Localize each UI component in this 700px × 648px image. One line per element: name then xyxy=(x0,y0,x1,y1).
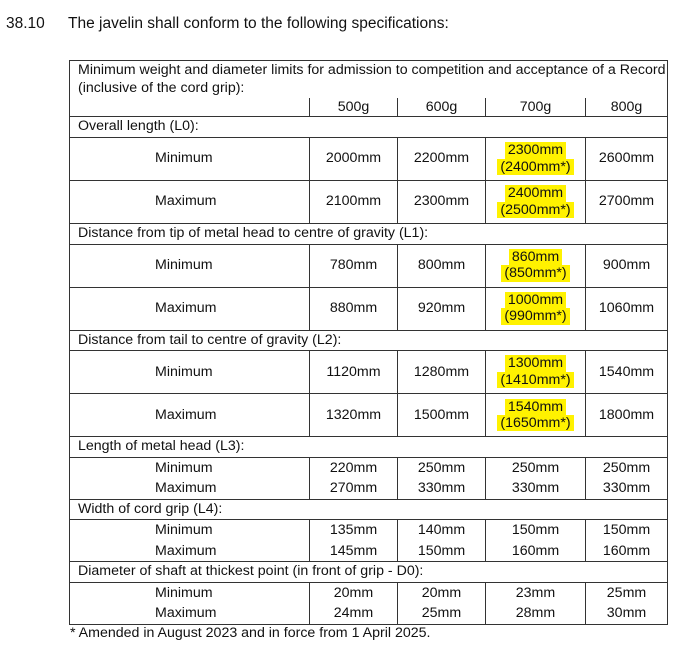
value-cell-800g xyxy=(586,478,668,499)
value-cell-800g xyxy=(586,603,668,624)
amended-value: (2400mm*) xyxy=(497,159,573,175)
value-cell-800g xyxy=(586,582,668,603)
section-title-row xyxy=(70,117,668,138)
value-text: 330mm xyxy=(417,480,466,497)
row-label: Maximum xyxy=(70,478,310,499)
value-text: 24mm xyxy=(333,605,374,622)
value-cell-700g xyxy=(486,582,586,603)
weight-header-blank xyxy=(70,98,310,116)
value-cell-500g xyxy=(310,541,398,562)
value-cell-500g xyxy=(310,457,398,478)
row-label: Maximum xyxy=(70,287,310,330)
value-cell-800g xyxy=(586,394,668,437)
row-label: Maximum xyxy=(70,394,310,437)
original-value: 1000mm xyxy=(505,292,566,308)
value-cell-800g xyxy=(586,541,668,562)
value-cell-600g xyxy=(398,180,486,223)
value-cell-800g xyxy=(586,287,668,330)
value-cell-500g xyxy=(310,394,398,437)
weight-header-800g: 800g xyxy=(586,98,668,116)
spec-row-minimum xyxy=(70,520,668,541)
value-cell-500g xyxy=(310,603,398,624)
amended-value-stack xyxy=(497,142,573,175)
value-cell-800g xyxy=(586,457,668,478)
value-text: 920mm xyxy=(417,300,466,317)
table-intro: Minimum weight and diameter limits for admission to competition and acceptance of a Record (inclusive of the cord grip): xyxy=(70,61,668,99)
spec-row-maximum xyxy=(70,478,668,499)
value-cell-600g xyxy=(398,582,486,603)
spec-row-maximum xyxy=(70,180,668,223)
value-cell-700g xyxy=(486,244,586,287)
spec-row-minimum xyxy=(70,582,668,603)
value-text: 250mm xyxy=(511,459,560,476)
value-text: 150mm xyxy=(511,522,560,539)
spec-row-minimum xyxy=(70,244,668,287)
value-cell-800g xyxy=(586,137,668,180)
amended-value: (1410mm*) xyxy=(497,372,573,388)
section-title-row xyxy=(70,330,668,351)
value-text: 2200mm xyxy=(413,150,470,167)
value-cell-600g xyxy=(398,351,486,394)
value-text: 160mm xyxy=(511,542,560,559)
amended-value-stack xyxy=(497,399,573,432)
amended-value: (2500mm*) xyxy=(497,202,573,218)
weight-header-500g: 500g xyxy=(310,98,398,116)
row-label: Minimum xyxy=(70,457,310,478)
value-text: 30mm xyxy=(606,605,647,622)
value-text: 2300mm xyxy=(413,193,470,210)
value-cell-700g xyxy=(486,478,586,499)
value-cell-500g xyxy=(310,244,398,287)
spec-row-maximum xyxy=(70,603,668,624)
value-cell-700g xyxy=(486,457,586,478)
value-text: 2100mm xyxy=(325,193,382,210)
value-text: 1320mm xyxy=(325,406,382,423)
value-text: 330mm xyxy=(511,480,560,497)
row-label: Maximum xyxy=(70,541,310,562)
value-cell-600g xyxy=(398,244,486,287)
weight-header-600g: 600g xyxy=(398,98,486,116)
value-cell-600g xyxy=(398,394,486,437)
value-text: 25mm xyxy=(421,605,462,622)
section-title-row xyxy=(70,499,668,520)
value-cell-800g xyxy=(586,351,668,394)
value-text: 20mm xyxy=(333,584,374,601)
row-label: Minimum xyxy=(70,244,310,287)
spec-row-maximum xyxy=(70,541,668,562)
value-cell-600g xyxy=(398,520,486,541)
original-value: 2400mm xyxy=(505,185,566,201)
value-cell-700g xyxy=(486,603,586,624)
spec-row-maximum xyxy=(70,287,668,330)
spec-row-minimum xyxy=(70,351,668,394)
amended-value-stack xyxy=(497,185,573,218)
value-cell-700g xyxy=(486,287,586,330)
value-text: 2000mm xyxy=(325,150,382,167)
row-label: Maximum xyxy=(70,603,310,624)
row-label: Minimum xyxy=(70,582,310,603)
section-title: Length of metal head (L3): xyxy=(70,437,668,458)
value-text: 1280mm xyxy=(413,363,470,380)
value-cell-700g xyxy=(486,541,586,562)
value-cell-600g xyxy=(398,603,486,624)
value-text: 2600mm xyxy=(598,150,655,167)
row-label: Maximum xyxy=(70,180,310,223)
amended-value: (1650mm*) xyxy=(497,415,573,431)
row-label: Minimum xyxy=(70,520,310,541)
value-text: 160mm xyxy=(602,542,651,559)
value-cell-800g xyxy=(586,244,668,287)
value-cell-700g xyxy=(486,180,586,223)
value-cell-600g xyxy=(398,478,486,499)
value-text: 150mm xyxy=(602,522,651,539)
rule-heading xyxy=(6,15,449,33)
original-value: 1300mm xyxy=(505,355,566,371)
value-text: 135mm xyxy=(329,522,378,539)
rule-text: The javelin shall conform to the following specifications: xyxy=(68,15,449,32)
amended-value-stack xyxy=(501,292,569,325)
value-text: 220mm xyxy=(329,459,378,476)
value-cell-500g xyxy=(310,478,398,499)
original-value: 1540mm xyxy=(505,399,566,415)
value-cell-700g xyxy=(486,520,586,541)
table-intro-row xyxy=(70,61,668,99)
spec-row-maximum xyxy=(70,394,668,437)
value-text: 1500mm xyxy=(413,406,470,423)
value-text: 140mm xyxy=(417,522,466,539)
spec-row-minimum xyxy=(70,137,668,180)
value-text: 2700mm xyxy=(598,193,655,210)
value-text: 1800mm xyxy=(598,406,655,423)
amended-value-stack xyxy=(501,249,569,282)
value-cell-500g xyxy=(310,180,398,223)
value-text: 25mm xyxy=(606,584,647,601)
section-title-row xyxy=(70,562,668,583)
value-text: 28mm xyxy=(515,605,556,622)
value-text: 23mm xyxy=(515,584,556,601)
value-text: 270mm xyxy=(329,480,378,497)
section-title: Distance from tip of metal head to centre of gravity (L1): xyxy=(70,224,668,245)
spec-row-minimum xyxy=(70,457,668,478)
value-cell-500g xyxy=(310,137,398,180)
footnote: * Amended in August 2023 and in force from 1 April 2025. xyxy=(70,625,431,641)
value-cell-600g xyxy=(398,457,486,478)
original-value: 860mm xyxy=(509,249,562,265)
row-label: Minimum xyxy=(70,351,310,394)
value-text: 880mm xyxy=(329,300,378,317)
value-cell-700g xyxy=(486,394,586,437)
value-text: 1120mm xyxy=(326,363,381,380)
value-cell-500g xyxy=(310,520,398,541)
amended-value: (990mm*) xyxy=(501,308,569,324)
section-title: Diameter of shaft at thickest point (in front of grip - D0): xyxy=(70,562,668,583)
value-cell-600g xyxy=(398,541,486,562)
javelin-spec-table xyxy=(69,60,668,625)
value-cell-800g xyxy=(586,520,668,541)
value-cell-700g xyxy=(486,351,586,394)
section-title: Overall length (L0): xyxy=(70,117,668,138)
weight-header-row xyxy=(70,98,668,116)
spec-table-body xyxy=(70,61,668,625)
value-text: 250mm xyxy=(602,459,651,476)
row-label: Minimum xyxy=(70,137,310,180)
section-title-row xyxy=(70,224,668,245)
amended-value: (850mm*) xyxy=(501,265,569,281)
value-text: 20mm xyxy=(421,584,462,601)
value-text: 145mm xyxy=(329,542,378,559)
value-cell-500g xyxy=(310,351,398,394)
value-text: 800mm xyxy=(417,257,466,274)
value-cell-600g xyxy=(398,137,486,180)
rule-number: 38.10 xyxy=(6,15,45,32)
value-text: 780mm xyxy=(329,257,378,274)
original-value: 2300mm xyxy=(505,142,566,158)
section-title: Distance from tail to centre of gravity (L2): xyxy=(70,330,668,351)
value-cell-500g xyxy=(310,287,398,330)
value-cell-500g xyxy=(310,582,398,603)
value-text: 1540mm xyxy=(598,363,655,380)
amended-value-stack xyxy=(497,355,573,388)
value-cell-800g xyxy=(586,180,668,223)
value-text: 250mm xyxy=(417,459,466,476)
weight-header-700g: 700g xyxy=(486,98,586,116)
value-text: 900mm xyxy=(602,257,651,274)
value-cell-700g xyxy=(486,137,586,180)
value-text: 1060mm xyxy=(598,300,655,317)
section-title-row xyxy=(70,437,668,458)
section-title: Width of cord grip (L4): xyxy=(70,499,668,520)
value-text: 150mm xyxy=(417,542,466,559)
value-cell-600g xyxy=(398,287,486,330)
value-text: 330mm xyxy=(602,480,651,497)
